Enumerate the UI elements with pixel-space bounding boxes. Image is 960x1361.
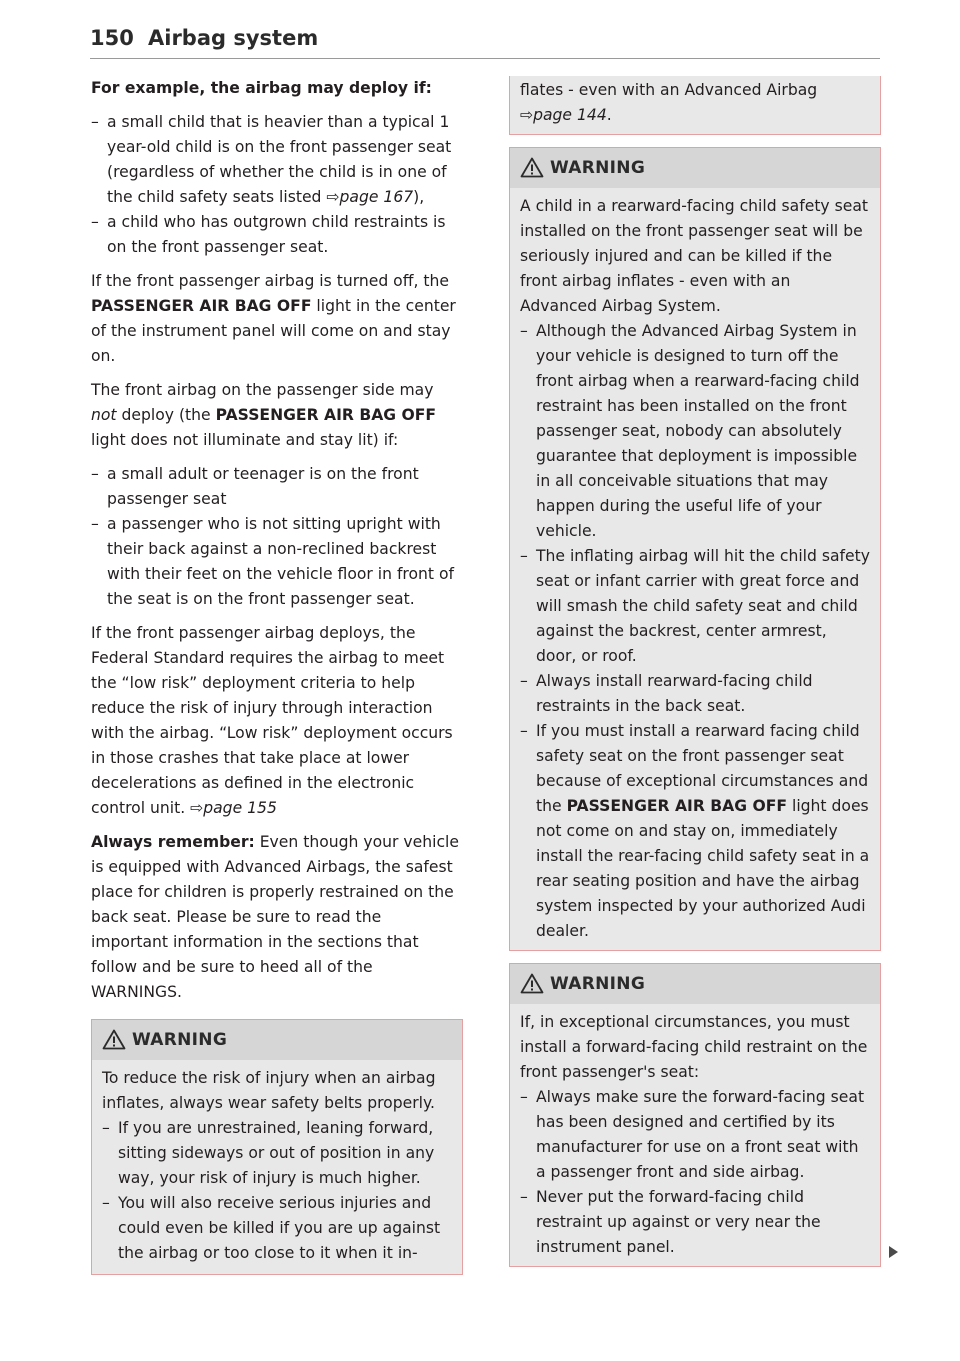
page-ref-link[interactable]: page 155 xyxy=(203,799,277,817)
warning-body xyxy=(92,1060,462,1274)
list-item: – Always install rearward-facing child restraints in the back seat. xyxy=(520,669,870,719)
header-rule xyxy=(90,58,880,59)
list-item: – a passenger who is not sitting upright with their back against a non-reclined backrest with their feet on the vehicle floor in front of the seat is on the front passenger seat. xyxy=(91,512,463,612)
warning-box xyxy=(91,1019,463,1275)
list-item: – Always make sure the forward-facing seat has been designed and certified by its manufacturer for use on a front seat with a passenger front and side airbag. xyxy=(520,1085,870,1185)
warning-header xyxy=(92,1020,462,1060)
list-item: – The inflating airbag will hit the child safety seat or infant carrier with great force and will smash the child safety seat and child against the backrest, center armrest, door, or roof. xyxy=(520,544,870,669)
paragraph-airbag-off: If the front passenger airbag is turned off, the PASSENGER AIR BAG OFF light in the center of the instrument panel will come on and stay on. xyxy=(91,272,456,365)
page-number: 150 xyxy=(90,26,134,50)
warning-text: If, in exceptional circumstances, you must install a forward-facing child restraint on the front passenger's seat: xyxy=(520,1013,868,1081)
warning-box xyxy=(509,147,881,951)
right-column xyxy=(509,76,881,1267)
warning-box xyxy=(509,963,881,1267)
indicator-label: PASSENGER AIR BAG OFF xyxy=(566,797,788,815)
warning-list xyxy=(520,1085,870,1260)
list-item: – a child who has outgrown child restraints is on the front passenger seat. xyxy=(91,210,463,260)
list-item: – If you are unrestrained, leaning forward, sitting sideways or out of position in any way, your risk of injury is much higher. xyxy=(102,1116,452,1191)
page-header xyxy=(90,22,880,56)
indicator-label: PASSENGER AIR BAG OFF xyxy=(91,297,312,315)
warning-title: WARNING xyxy=(550,974,646,994)
list-item: – Although the Advanced Airbag System in your vehicle is designed to turn off the front airbag when a rearward-facing child restraint has been installed on the front passenger seat, nobody can absolutely guarantee that deployment is impossible in all conceivable situations that may happen during the useful life of your vehicle. xyxy=(520,319,870,544)
paragraph-always-remember: Always remember: Even though your vehicle is equipped with Advanced Airbags, the safest place for children is properly restrained on the back seat. Please be sure to read the important information in the sections that follow and be sure to heed all of the WARNINGS. xyxy=(91,833,459,1001)
left-column xyxy=(91,76,463,1275)
warning-body xyxy=(510,1004,880,1266)
paragraph-low-risk: If the front passenger airbag deploys, the Federal Standard requires the airbag to meet the “low risk” deployment criteria to help reduce the risk of injury through interaction with the airbag. “Low risk” deployment occurs in those crashes that take place at lower decelerations as defined in the electronic control unit. ⇨page 155 xyxy=(91,624,453,817)
warning-text: A child in a rearward-facing child safety seat installed on the front passenger seat will be seriously injured and can be killed if the front airbag inflates - even with an Advanced Airbag System. xyxy=(520,197,869,315)
continue-arrow-icon xyxy=(889,1246,898,1258)
indicator-label: PASSENGER AIR BAG OFF xyxy=(215,406,437,424)
warning-body xyxy=(510,188,880,950)
list-item: – Never put the forward-facing child restraint up against or very near the instrument panel. xyxy=(520,1185,870,1260)
example-list xyxy=(91,110,463,260)
warning-list xyxy=(102,1116,452,1266)
page-ref-arrow-icon: ⇨ xyxy=(190,799,204,817)
warning-triangle-icon xyxy=(520,157,544,178)
warning-triangle-icon xyxy=(102,1029,126,1050)
page-ref-arrow-icon: ⇨ xyxy=(520,106,534,124)
paragraph-may-not-deploy: The front airbag on the passenger side may not deploy (the PASSENGER AIR BAG OFF light does not illuminate and stay lit) if: xyxy=(91,381,437,449)
example-heading: For example, the airbag may deploy if: xyxy=(91,79,432,97)
list-item: – a small child that is heavier than a typical 1 year-old child is on the front passenger seat (regardless of whether the child is in one of the child safety seats listed ⇨page 167), xyxy=(91,110,463,210)
page-ref-link[interactable]: page 144 xyxy=(533,106,607,124)
warning-header xyxy=(510,148,880,188)
list-item: – If you must install a rearward facing child safety seat on the front passenger seat because of exceptional circumstances and the PASSENGER AIR BAG OFF light does not come on and stay on, immediately install the rear-facing child safety seat in a rear seating position and have the airbag system inspected by your authorized Audi dealer. xyxy=(520,719,870,944)
list-item: – You will also receive serious injuries and could even be killed if you are up against the airbag or too close to it when it in- xyxy=(102,1191,452,1266)
warning-triangle-icon xyxy=(520,973,544,994)
page-ref-link[interactable]: page 167 xyxy=(339,188,414,206)
warning-text: To reduce the risk of injury when an airbag inflates, always wear safety belts properly. xyxy=(102,1069,436,1112)
page-ref-arrow-icon: ⇨ xyxy=(326,188,340,206)
warning-title: WARNING xyxy=(132,1030,228,1050)
warning-header xyxy=(510,964,880,1004)
warning-title: WARNING xyxy=(550,158,646,178)
warning-list xyxy=(520,319,870,944)
list-item: – a small adult or teenager is on the front passenger seat xyxy=(91,462,463,512)
section-title: Airbag system xyxy=(148,26,319,50)
not-deploy-list xyxy=(91,462,463,612)
warning-continuation xyxy=(509,76,881,135)
warning-text: flates - even with an Advanced Airbag ⇨page 144. xyxy=(520,81,818,124)
